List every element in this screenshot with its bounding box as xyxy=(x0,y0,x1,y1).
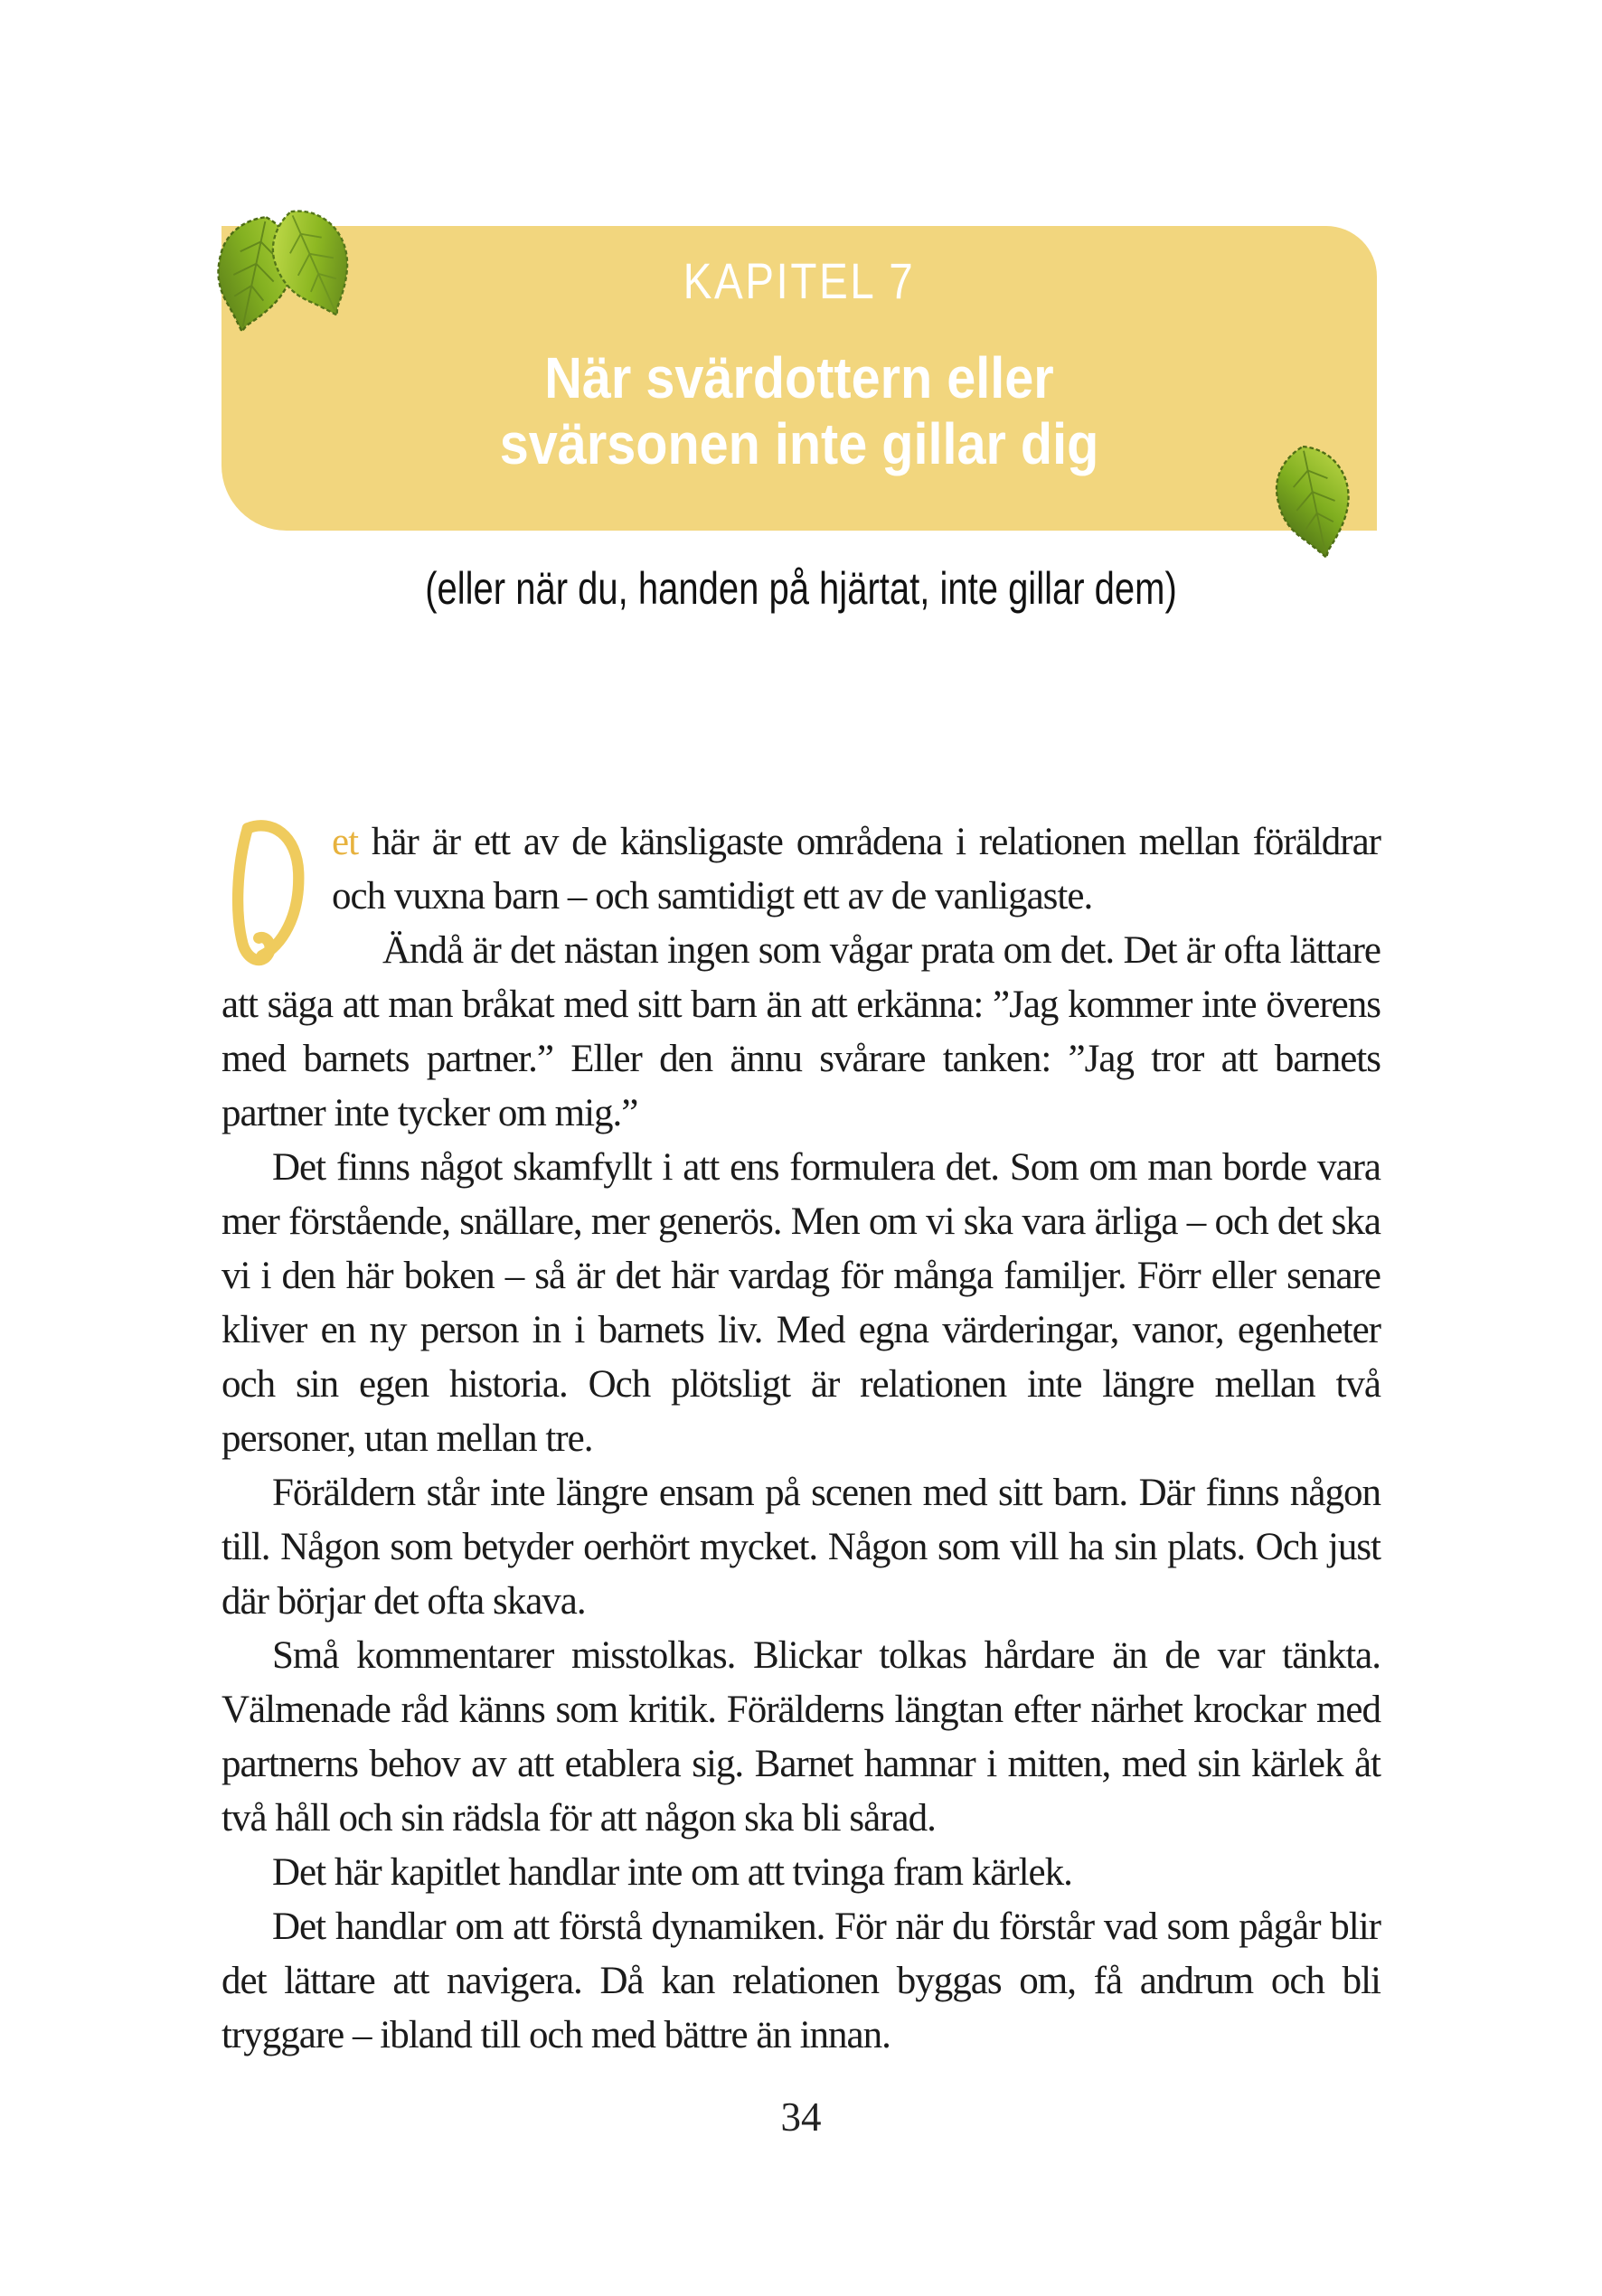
paragraph: Det här kapitlet handlar inte om att tvinga fram kärlek. xyxy=(272,1851,1072,1894)
page-number: 34 xyxy=(780,2094,822,2140)
paragraph-text: här är ett av de känsligaste områdena i relationen mellan föräldrar och vuxna barn – och samtidigt ett av de vanligaste. xyxy=(332,821,1381,917)
paragraph xyxy=(221,815,1381,924)
paragraph: Små kommentarer misstolkas. Blickar tolkas hårdare än de var tänkta. Välmenade råd känns som kritik. Förälderns längtan efter närhet krockar med partnerns behov av att etablera sig. Barnet hamnar i mitten, med sin kärlek åt två håll och sin rädsla för att någon ska bli sårad. xyxy=(221,1634,1381,1840)
chapter-kicker: KAPITEL 7 xyxy=(683,252,916,309)
chapter-title-line1: När svärdottern eller xyxy=(544,345,1054,410)
chapter-title xyxy=(279,345,1319,477)
chapter-banner xyxy=(221,226,1377,531)
lead-word: et xyxy=(332,821,359,863)
paragraph: Föräldern står inte längre ensam på scenen med sitt barn. Där finns någon till. Någon som betyder oerhört mycket. Någon som vill ha sin plats. Och just där börjar det ofta skava. xyxy=(221,1472,1381,1623)
body-text xyxy=(221,815,1381,2063)
chapter-subtitle: (eller när du, handen på hjärtat, inte gillar dem) xyxy=(425,563,1177,614)
chapter-title-line2: svärsonen inte gillar dig xyxy=(499,411,1099,476)
drop-cap xyxy=(223,817,310,976)
paragraph: Det finns något skamfyllt i att ens formulera det. Som om man borde vara mer förstående, snällare, mer generös. Men om vi ska vara ärliga – och det ska vi i den här boken – så är det här vardag för många familjer. Förr eller senare kliver en ny person in i barnets liv. Med egna värderingar, vanor, egenheter och sin egen historia. Och plötsligt är relationen inte längre mellan två personer, utan mellan tre. xyxy=(221,1146,1381,1460)
paragraph: Ändå är det nästan ingen som vågar prata om det. Det är ofta lättare att säga att man bråkat med sitt barn än att erkänna: ”Jag kommer inte överens med barnets partner.” Eller den ännu svårare tanken: ”Jag tror att barnets partner inte tycker om mig.” xyxy=(221,929,1381,1134)
paragraph: Det handlar om att förstå dynamiken. För när du förstår vad som pågår blir det lättare att navigera. Då kan relationen byggas om, få andrum och bli tryggare – ibland till och med bättre än innan. xyxy=(221,1905,1381,2056)
